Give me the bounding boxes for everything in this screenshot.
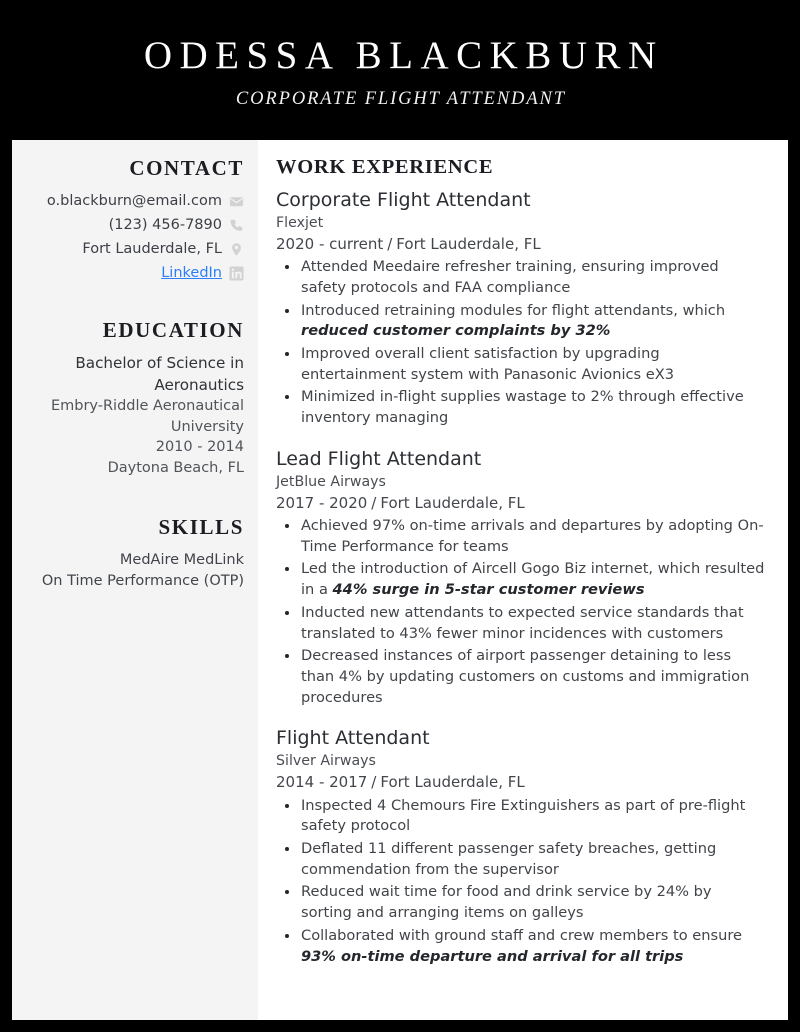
job-bullet [276, 559, 766, 600]
job-bullet [276, 839, 766, 880]
contact-list [22, 191, 244, 284]
education-school: Embry-Riddle Aeronautical University [50, 398, 244, 435]
job-location: Fort Lauderdale, FL [396, 234, 541, 253]
phone-icon [229, 218, 244, 233]
job-bullet [276, 257, 766, 298]
location-pin-icon [229, 242, 244, 257]
education-heading: EDUCATION [102, 318, 244, 343]
bullet-text: Achieved 97% on-time arrivals and departures by adopting On-Time Performance for teams [301, 516, 764, 555]
bullet-text: Reduced wait time for food and drink service by 24% by sorting and arranging items on galleys [301, 883, 712, 922]
education-degree: Bachelor of Science in Aeronautics [75, 354, 244, 394]
bullet-text: Inducted new attendants to expected service standards that translated to 43% fewer minor incidences with customers [301, 603, 744, 642]
contact-item[interactable] [22, 191, 244, 212]
contact-link[interactable]: LinkedIn [161, 265, 222, 282]
contact-value: Fort Lauderdale, FL [82, 241, 222, 258]
job-bullet [276, 603, 766, 644]
job-bullet [276, 387, 766, 428]
contact-heading: CONTACT [129, 156, 244, 180]
job-bullet [276, 301, 766, 342]
job-meta-separator: / [371, 493, 377, 512]
job-list [276, 188, 766, 967]
job-location: Fort Lauderdale, FL [380, 773, 525, 792]
header-subtitle: CORPORATE FLIGHT ATTENDANT [235, 88, 566, 109]
bullet-emphasis: 93% on-time departure and arrival for all trips [301, 947, 684, 965]
job-meta [276, 234, 766, 254]
resume-body [12, 140, 788, 1020]
bullet-text: Inspected 4 Chemours Fire Extinguishers as part of pre-flight safety protocol [301, 796, 746, 835]
job-company: Silver Airways [276, 753, 376, 770]
contact-value: o.blackburn@email.com [46, 193, 222, 209]
job-title: Lead Flight Attendant [276, 447, 482, 470]
bullet-text: Deflated 11 different passenger safety breaches, getting commendation from the supervisor [301, 839, 717, 878]
main-content [258, 140, 788, 1020]
bullet-emphasis: 44% surge in 5-star customer reviews [332, 581, 645, 599]
education-block [22, 353, 244, 478]
sidebar [12, 140, 258, 1020]
contact-item[interactable] [22, 215, 244, 236]
bullet-text: Minimized in-flight supplies wastage to 2% through effective inventory managing [301, 388, 744, 427]
job-title: Corporate Flight Attendant [276, 189, 531, 211]
bullet-text: Attended Meedaire refresher training, ensuring improved safety protocols and FAA compliance [301, 258, 719, 296]
job-bullet [276, 882, 766, 923]
skills-list [22, 550, 244, 592]
contact-value: (123) 456-7890 [108, 217, 222, 234]
contact-item[interactable] [22, 239, 244, 260]
bullet-text: Introduced retraining modules for flight attendants, which [301, 301, 726, 319]
job-bullet-list [276, 516, 766, 708]
job-bullet-list [276, 257, 766, 429]
job-dates: 2014 - 2017 [276, 773, 368, 792]
job-dates: 2020 - current [276, 234, 384, 253]
email-icon [229, 194, 244, 209]
linkedin-icon [229, 266, 244, 281]
education-location: Daytona Beach, FL [107, 459, 244, 476]
job-company: Flexjet [276, 214, 324, 231]
job-meta-separator: / [387, 234, 393, 253]
job-bullet [276, 926, 766, 967]
job-entry [276, 726, 766, 967]
job-meta-separator: / [371, 773, 377, 792]
contact-item[interactable] [22, 263, 244, 284]
job-bullet [276, 646, 766, 708]
bullet-text: Collaborated with ground staff and crew members to ensure [301, 926, 743, 944]
bullet-text: Improved overall client satisfaction by upgrading entertainment system with Panasonic Avionics eX3 [301, 344, 675, 383]
job-bullet [276, 516, 766, 557]
job-bullet [276, 344, 766, 385]
resume-header [0, 0, 800, 140]
bullet-emphasis: reduced customer complaints by 32% [301, 322, 611, 340]
job-meta [276, 772, 766, 792]
skills-heading: SKILLS [158, 514, 244, 539]
work-experience-heading: WORK EXPERIENCE [276, 156, 494, 178]
education-dates: 2010 - 2014 [155, 439, 244, 456]
page-title: ODESSA BLACKBURN [143, 34, 664, 78]
job-location: Fort Lauderdale, FL [380, 493, 525, 512]
bullet-text: Led the introduction of Aircell Gogo Biz internet, which resulted in a [301, 560, 765, 599]
job-bullet [276, 796, 766, 837]
job-company: JetBlue Airways [276, 473, 386, 490]
bullet-text: Decreased instances of airport passenger detaining to less than 4% by updating customers on customs and immigration procedures [301, 647, 750, 706]
job-entry [276, 447, 766, 709]
job-dates: 2017 - 2020 [276, 493, 368, 512]
job-entry [276, 188, 766, 429]
job-bullet-list [276, 796, 766, 968]
skill-item: On Time Performance (OTP) [41, 572, 244, 589]
job-title: Flight Attendant [276, 727, 430, 750]
skill-item: MedAire MedLink [119, 551, 244, 568]
job-meta [276, 493, 766, 513]
